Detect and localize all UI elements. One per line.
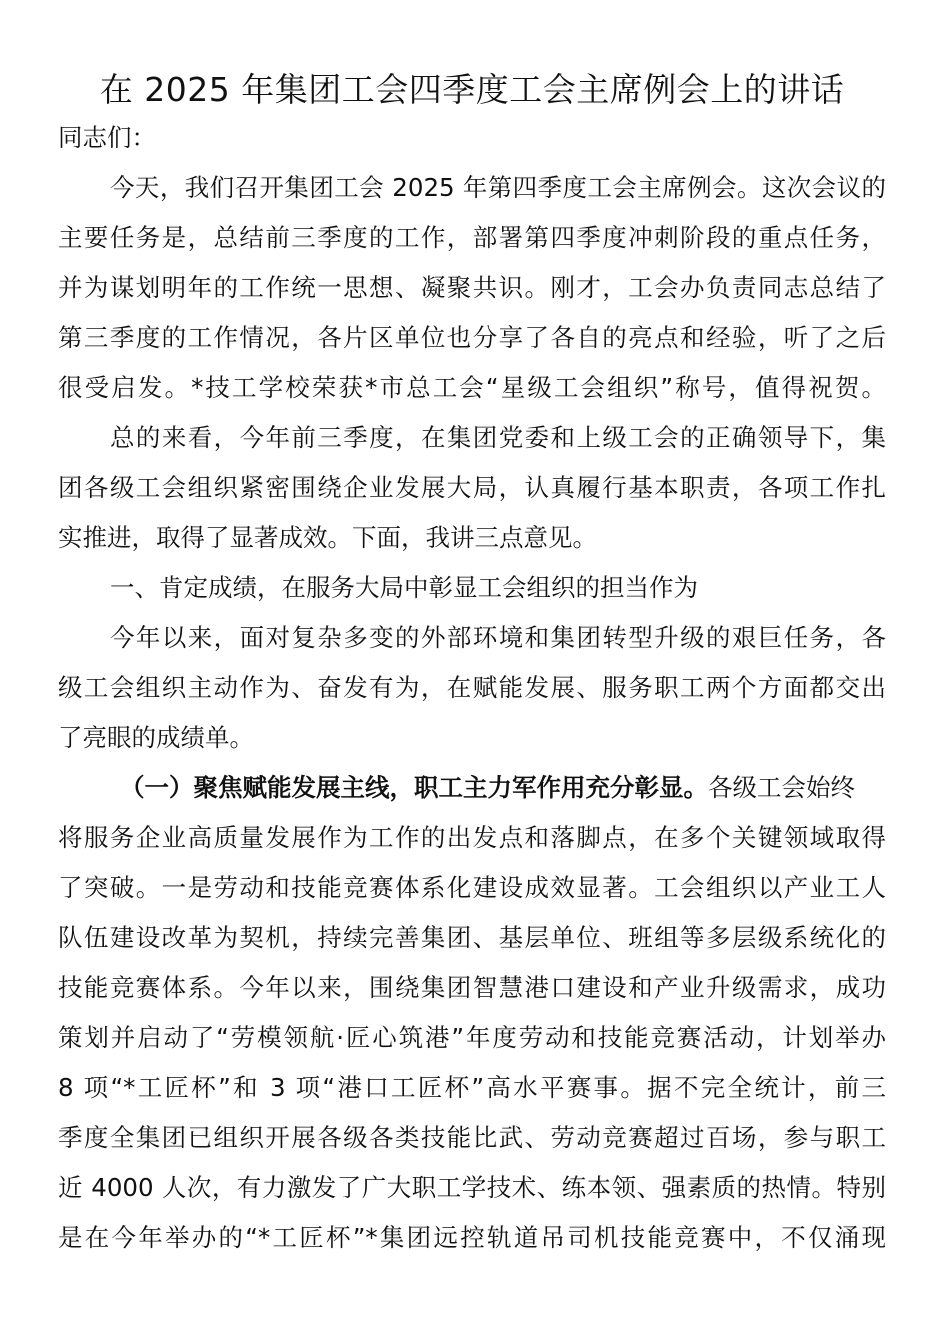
paragraph-line: 队伍建设改革为契机，持续完善集团、基层单位、班组等多层级系统化的 bbox=[58, 923, 886, 952]
paragraph-line: 今天，我们召开集团工会 2025 年第四季度工会主席例会。这次会议的 bbox=[110, 173, 886, 202]
paragraph-line: 策划并启动了“劳模领航·匠心筑港”年度劳动和技能竞赛活动，计划举办 bbox=[58, 1023, 886, 1052]
paragraph-line: 并为谋划明年的工作统一思想、凝聚共识。刚才，工会办负责同志总结了 bbox=[58, 273, 886, 302]
document-title: 在 2025 年集团工会四季度工会主席例会上的讲话 bbox=[99, 70, 845, 109]
paragraph-line: 8 项“*工匠杯”和 3 项“港口工匠杯”高水平赛事。据不完全统计，前三 bbox=[58, 1073, 886, 1102]
subsection-line bbox=[58, 763, 886, 813]
paragraph-line: 实推进，取得了显著成效。下面，我讲三点意见。 bbox=[58, 523, 597, 552]
paragraph-line: 了突破。一是劳动和技能竞赛体系化建设成效显著。工会组织以产业工人 bbox=[58, 873, 886, 902]
paragraph-line: 将服务企业高质量发展作为工作的出发点和落脚点，在多个关键领域取得 bbox=[58, 823, 886, 852]
paragraph-line: 级工会组织主动作为、奋发有为，在赋能发展、服务职工两个方面都交出 bbox=[58, 673, 886, 702]
paragraph-line: 总的来看，今年前三季度，在集团党委和上级工会的正确领导下，集 bbox=[110, 423, 886, 452]
section-heading: 一、肯定成绩，在服务大局中彰显工会组织的担当作为 bbox=[110, 573, 698, 602]
paragraph-line: 主要任务是，总结前三季度的工作，部署第四季度冲刺阶段的重点任务， bbox=[58, 223, 886, 252]
paragraph-line: 近 4000 人次，有力激发了广大职工学技术、练本领、强素质的热情。特别 bbox=[58, 1173, 886, 1202]
document-page bbox=[58, 66, 886, 1263]
paragraph-line: 了亮眼的成绩单。 bbox=[58, 723, 254, 752]
paragraph-line: 很受启发。*技工学校荣获*市总工会“星级工会组织”称号，值得祝贺。 bbox=[58, 373, 886, 402]
paragraph-line: 季度全集团已组织开展各级各类技能比武、劳动竞赛超过百场，参与职工 bbox=[58, 1123, 886, 1152]
subsection-heading: （一）聚焦赋能发展主线，职工主力军作用充分彰显。 bbox=[120, 773, 708, 802]
paragraph-line: 团各级工会组织紧密围绕企业发展大局，认真履行基本职责，各项工作扎 bbox=[58, 473, 886, 502]
paragraph-line: 技能竞赛体系。今年以来，围绕集团智慧港口建设和产业升级需求，成功 bbox=[58, 973, 886, 1002]
paragraph-text: 各级工会始终 bbox=[708, 773, 855, 802]
paragraph-line: 第三季度的工作情况，各片区单位也分享了各自的亮点和经验，听了之后 bbox=[58, 323, 886, 352]
paragraph-line: 今年以来，面对复杂多变的外部环境和集团转型升级的艰巨任务，各 bbox=[110, 623, 886, 652]
salutation: 同志们： bbox=[58, 123, 156, 152]
paragraph-line: 是在今年举办的“*工匠杯”*集团远控轨道吊司机技能竞赛中，不仅涌现 bbox=[58, 1223, 886, 1252]
